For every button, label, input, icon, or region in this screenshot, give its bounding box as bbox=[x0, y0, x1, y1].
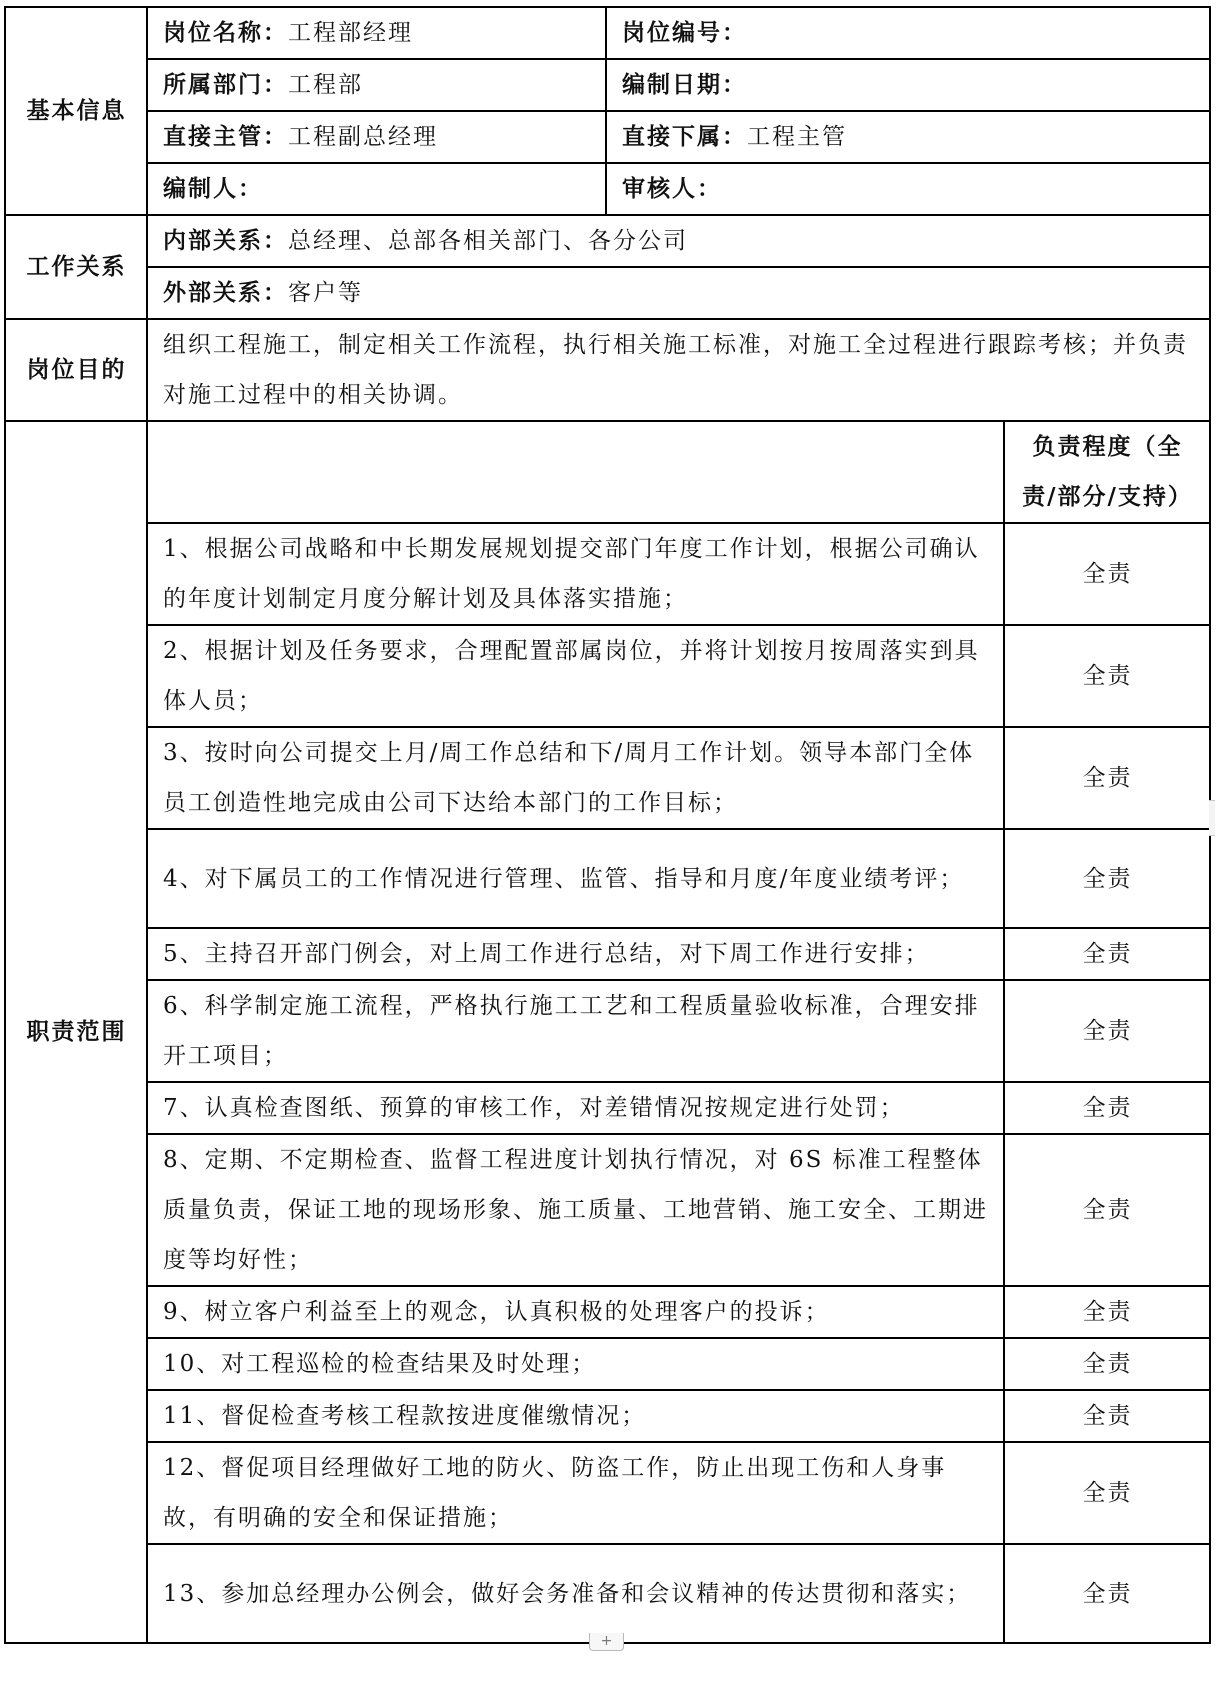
duty-text[interactable]: 2、根据计划及任务要求，合理配置部属岗位，并将计划按月按周落实到具体人员； bbox=[147, 625, 1004, 727]
field-label: 岗位名称： bbox=[163, 20, 288, 46]
duty-row bbox=[5, 625, 1210, 727]
duty-degree[interactable]: 全责 bbox=[1004, 1134, 1210, 1286]
field-label: 编制日期： bbox=[622, 72, 747, 98]
duty-degree[interactable]: 全责 bbox=[1004, 980, 1210, 1082]
purpose-text-cell[interactable]: 组织工程施工，制定相关工作流程，执行相关施工标准，对施工全过程进行跟踪考核；并负责对施工过程中的相关协调。 bbox=[147, 319, 1210, 421]
duty-degree[interactable]: 全责 bbox=[1004, 625, 1210, 727]
reviewer-cell[interactable] bbox=[606, 163, 1210, 215]
department-cell[interactable] bbox=[147, 59, 606, 111]
duty-text[interactable]: 12、督促项目经理做好工地的防火、防盗工作，防止出现工伤和人身事故，有明确的安全和保证措施； bbox=[147, 1442, 1004, 1544]
duties-header-empty-cell[interactable] bbox=[147, 421, 1004, 523]
duty-text[interactable]: 9、树立客户利益至上的观念，认真积极的处理客户的投诉； bbox=[147, 1286, 1004, 1338]
duty-degree[interactable]: 全责 bbox=[1004, 1442, 1210, 1544]
direct-supervisor-cell[interactable] bbox=[147, 111, 606, 163]
duty-row bbox=[5, 1082, 1210, 1134]
field-label: 直接主管： bbox=[163, 124, 288, 150]
position-code-cell[interactable] bbox=[606, 7, 1210, 59]
duty-degree[interactable]: 全责 bbox=[1004, 1082, 1210, 1134]
section-label-work-relations: 工作关系 bbox=[5, 215, 147, 319]
section-label-basic-info: 基本信息 bbox=[5, 7, 147, 215]
duty-text[interactable]: 1、根据公司战略和中长期发展规划提交部门年度工作计划，根据公司确认的年度计划制定月度分解计划及具体落实措施； bbox=[147, 523, 1004, 625]
field-label: 岗位编号： bbox=[622, 20, 747, 46]
field-value: 工程副总经理 bbox=[288, 124, 438, 150]
duty-text[interactable]: 13、参加总经理办公例会，做好会务准备和会议精神的传达贯彻和落实； bbox=[147, 1544, 1004, 1643]
external-relations-cell[interactable] bbox=[147, 267, 1210, 319]
field-value: 工程部经理 bbox=[288, 20, 413, 46]
work-relations-row bbox=[5, 267, 1210, 319]
field-label: 内部关系： bbox=[163, 228, 288, 254]
duty-row bbox=[5, 980, 1210, 1082]
duty-text[interactable]: 8、定期、不定期检查、监督工程进度计划执行情况，对 6S 标准工程整体质量负责，保证工地的现场形象、施工质量、工地营销、施工安全、工期进度等均好性； bbox=[147, 1134, 1004, 1286]
duty-degree[interactable]: 全责 bbox=[1004, 1286, 1210, 1338]
duty-row bbox=[5, 1442, 1210, 1544]
job-description-table bbox=[4, 6, 1211, 1644]
duty-text[interactable]: 3、按时向公司提交上月/周工作总结和下/周月工作计划。领导本部门全体员工创造性地完成由公司下达给本部门的工作目标； bbox=[147, 727, 1004, 829]
duty-degree[interactable]: 全责 bbox=[1004, 1544, 1210, 1643]
duty-text[interactable]: 11、督促检查考核工程款按进度催缴情况； bbox=[147, 1390, 1004, 1442]
duty-row bbox=[5, 523, 1210, 625]
degree-column-header: 负责程度（全责/部分/支持） bbox=[1004, 421, 1210, 523]
table-resize-handle[interactable] bbox=[1209, 800, 1215, 836]
duty-degree[interactable]: 全责 bbox=[1004, 829, 1210, 928]
basic-info-row bbox=[5, 7, 1210, 59]
duty-degree[interactable]: 全责 bbox=[1004, 928, 1210, 980]
field-value: 工程部 bbox=[288, 72, 363, 98]
section-label-purpose: 岗位目的 bbox=[5, 319, 147, 421]
field-label: 外部关系： bbox=[163, 280, 288, 306]
compile-date-cell[interactable] bbox=[606, 59, 1210, 111]
duty-row bbox=[5, 1390, 1210, 1442]
internal-relations-cell[interactable] bbox=[147, 215, 1210, 267]
basic-info-row bbox=[5, 163, 1210, 215]
duty-row bbox=[5, 1286, 1210, 1338]
duty-row bbox=[5, 1134, 1210, 1286]
position-name-cell[interactable] bbox=[147, 7, 606, 59]
field-label: 审核人： bbox=[622, 176, 722, 202]
add-row-button[interactable] bbox=[589, 1633, 624, 1651]
field-label: 直接下属： bbox=[622, 124, 747, 150]
duty-row bbox=[5, 829, 1210, 928]
duty-degree[interactable]: 全责 bbox=[1004, 1390, 1210, 1442]
duty-row bbox=[5, 928, 1210, 980]
duty-row bbox=[5, 1338, 1210, 1390]
section-label-duties: 职责范围 bbox=[5, 421, 147, 1643]
duty-degree[interactable]: 全责 bbox=[1004, 1338, 1210, 1390]
plus-icon: + bbox=[600, 1633, 613, 1649]
duty-text[interactable]: 4、对下属员工的工作情况进行管理、监管、指导和月度/年度业绩考评； bbox=[147, 829, 1004, 928]
duty-row bbox=[5, 1544, 1210, 1643]
duty-text[interactable]: 7、认真检查图纸、预算的审核工作，对差错情况按规定进行处罚； bbox=[147, 1082, 1004, 1134]
field-value: 客户等 bbox=[288, 280, 363, 306]
duty-text[interactable]: 5、主持召开部门例会，对上周工作进行总结，对下周工作进行安排； bbox=[147, 928, 1004, 980]
field-label: 编制人： bbox=[163, 176, 263, 202]
field-value: 工程主管 bbox=[747, 124, 847, 150]
basic-info-row bbox=[5, 59, 1210, 111]
field-label: 所属部门： bbox=[163, 72, 288, 98]
duty-text[interactable]: 6、科学制定施工流程，严格执行施工工艺和工程质量验收标准，合理安排开工项目； bbox=[147, 980, 1004, 1082]
field-value: 总经理、总部各相关部门、各分公司 bbox=[288, 228, 688, 254]
compiler-cell[interactable] bbox=[147, 163, 606, 215]
direct-subordinate-cell[interactable] bbox=[606, 111, 1210, 163]
duty-row bbox=[5, 727, 1210, 829]
duty-degree[interactable]: 全责 bbox=[1004, 523, 1210, 625]
duty-degree[interactable]: 全责 bbox=[1004, 727, 1210, 829]
basic-info-row bbox=[5, 111, 1210, 163]
purpose-row bbox=[5, 319, 1210, 421]
duties-header-row bbox=[5, 421, 1210, 523]
duty-text[interactable]: 10、对工程巡检的检查结果及时处理； bbox=[147, 1338, 1004, 1390]
work-relations-row bbox=[5, 215, 1210, 267]
